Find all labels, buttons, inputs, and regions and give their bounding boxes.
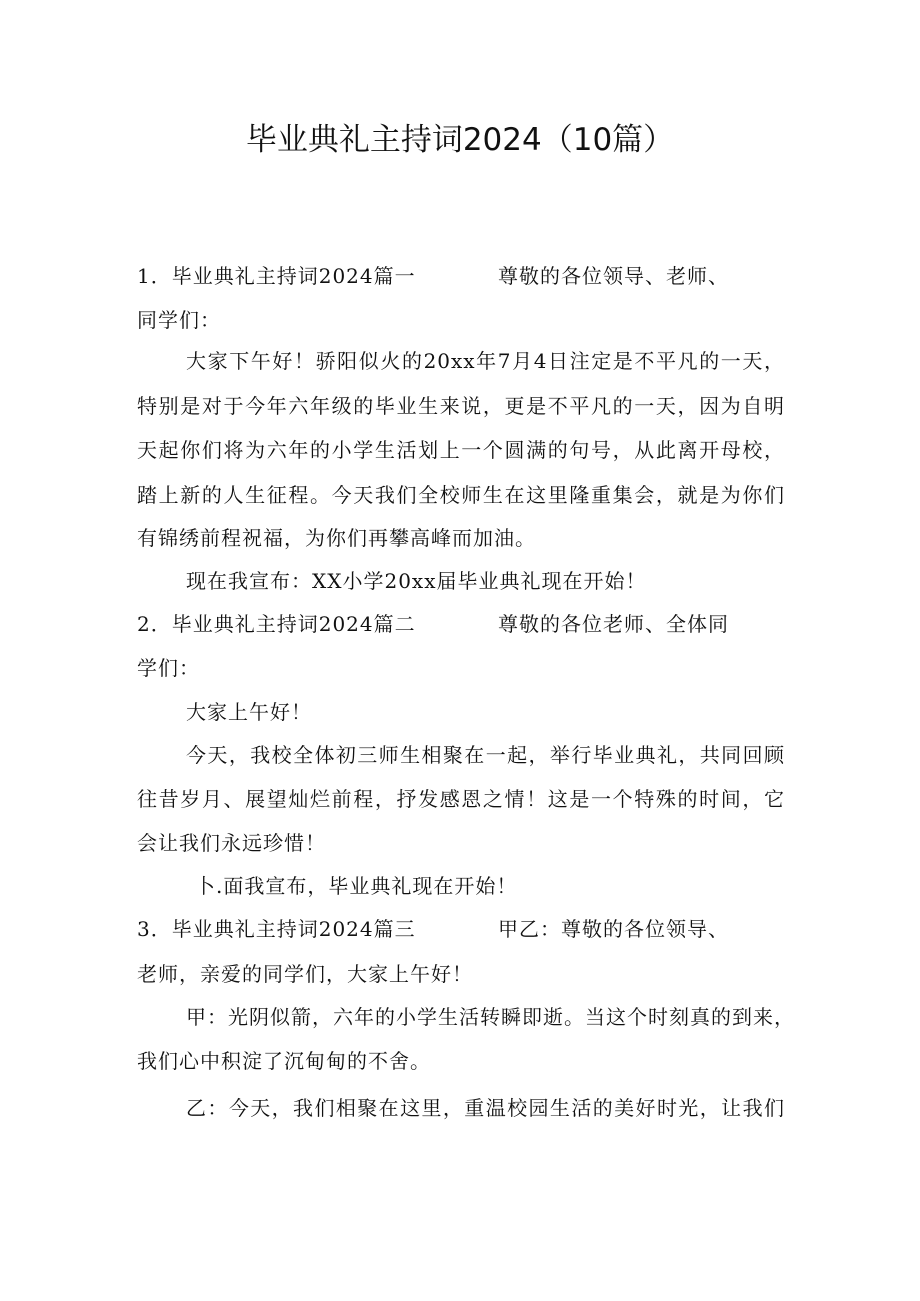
section1-greeting-end: 同学们： bbox=[137, 308, 221, 332]
section1-paragraph1-line3: 天起你们将为六年的小学生活划上一个圆满的句号，从此离开母校， bbox=[137, 438, 785, 462]
section1-paragraph1-line4: 踏上新的人生征程。今天我们全校师生在这里隆重集会，就是为你们 bbox=[137, 483, 785, 507]
section1-heading: 1．毕业典礼主持词2024篇一 bbox=[137, 264, 416, 288]
section3-greeting-start: 甲乙：尊敬的各位领导、 bbox=[498, 917, 729, 941]
section2-paragraph2-line3: 会让我们永远珍惜！ bbox=[137, 831, 326, 855]
section2-paragraph1: 大家上午好！ bbox=[186, 700, 312, 724]
section2-greeting-end: 学们： bbox=[137, 656, 200, 680]
document-title: 毕业典礼主持词2024（10篇） bbox=[245, 122, 675, 158]
section3-paragraph1-line2: 我们心中积淀了沉甸甸的不舍。 bbox=[137, 1049, 431, 1073]
section3-paragraph1-line1: 甲：光阴似箭，六年的小学生活转瞬即逝。当这个时刻真的到来， bbox=[186, 1005, 795, 1029]
section2-paragraph2-line1: 今天，我校全体初三师生相聚在一起，举行毕业典礼，共同回顾 bbox=[186, 743, 785, 767]
section1-paragraph1-line5: 有锦绣前程祝福，为你们再攀高峰而加油。 bbox=[137, 526, 536, 550]
section3-greeting-end: 老师，亲爱的同学们，大家上午好！ bbox=[137, 962, 473, 986]
section3-heading: 3．毕业典礼主持词2024篇三 bbox=[137, 917, 416, 941]
section1-paragraph1-line2: 特别是对于今年六年级的毕业生来说，更是不平凡的一天，因为自明 bbox=[137, 394, 785, 418]
section2-greeting-start: 尊敬的各位老师、全体同 bbox=[498, 612, 729, 636]
section2-paragraph2-line2: 往昔岁月、展望灿烂前程，抒发感恩之情！这是一个特殊的时间，它 bbox=[137, 787, 785, 811]
section2-paragraph3: 卜.面我宣布，毕业典礼现在开始！ bbox=[195, 874, 518, 898]
section2-heading: 2．毕业典礼主持词2024篇二 bbox=[137, 612, 416, 636]
section3-paragraph2-line1: 乙：今天，我们相聚在这里，重温校园生活的美好时光，让我们 bbox=[186, 1096, 785, 1120]
section1-paragraph2: 现在我宣布：XX小学20xx届毕业典礼现在开始！ bbox=[186, 569, 647, 593]
section1-greeting-start: 尊敬的各位领导、老师、 bbox=[498, 264, 729, 288]
section1-paragraph1-line1: 大家下午好！骄阳似火的20xx年7月4日注定是不平凡的一天， bbox=[186, 349, 785, 373]
